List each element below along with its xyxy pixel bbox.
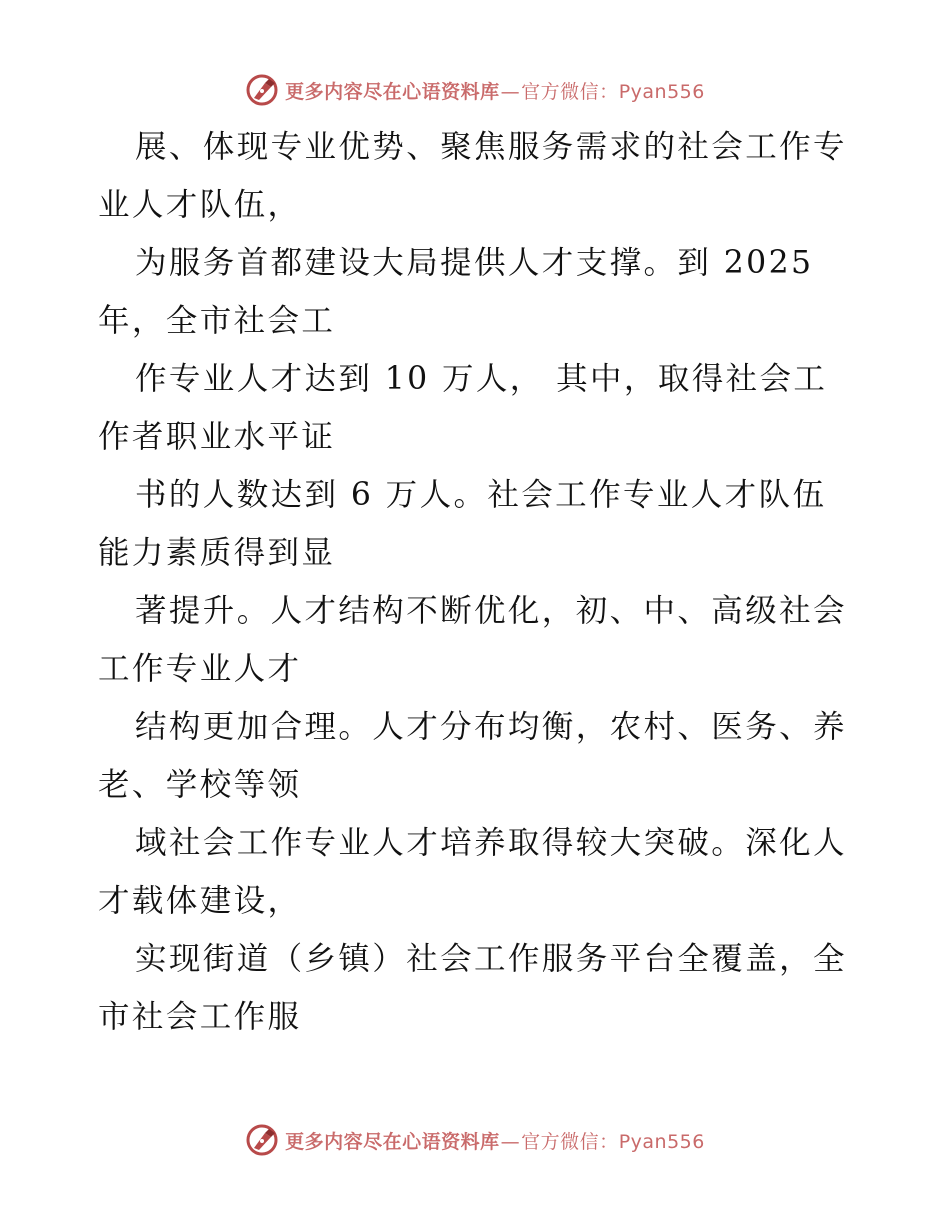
footer-watermark xyxy=(0,1122,950,1158)
watermark-separator: — xyxy=(500,1130,521,1153)
watermark-suffix: 官方微信： xyxy=(521,80,619,103)
text-line: 作者职业水平证 xyxy=(98,419,336,455)
text-line: 结构更加合理。人才分布均衡，农村、医务、养 xyxy=(135,709,847,745)
watermark-main: 更多内容尽在心语资料库 xyxy=(285,1130,500,1153)
pen-nib-circle-icon xyxy=(245,73,279,107)
watermark-account: Pyan556 xyxy=(618,1130,705,1153)
text-line: 书的人数达到 6 万人。社会工作专业人才队伍 xyxy=(135,477,827,513)
text-line: 作专业人才达到 10 万人， 其中，取得社会工 xyxy=(135,361,828,397)
text-line: 实现街道（乡镇）社会工作服务平台全覆盖，全 xyxy=(135,941,847,977)
watermark-text xyxy=(285,1127,705,1154)
pen-nib-circle-icon xyxy=(245,1123,279,1157)
text-line: 市社会工作服 xyxy=(98,999,302,1035)
watermark-suffix: 官方微信： xyxy=(521,1130,619,1153)
text-line: 才载体建设， xyxy=(98,883,302,919)
text-line: 年，全市社会工 xyxy=(98,303,336,339)
watermark-account: Pyan556 xyxy=(618,80,705,103)
text-line: 展、体现专业优势、聚焦服务需求的社会工作专 xyxy=(135,129,847,165)
text-line: 工作专业人才 xyxy=(98,651,302,687)
text-line: 老、学校等领 xyxy=(98,767,302,803)
text-line: 业人才队伍， xyxy=(98,187,302,223)
header-watermark xyxy=(0,72,950,108)
watermark-text xyxy=(285,77,705,104)
text-line: 能力素质得到显 xyxy=(98,535,336,571)
document-body xyxy=(98,118,858,1046)
watermark-main: 更多内容尽在心语资料库 xyxy=(285,80,500,103)
text-line: 域社会工作专业人才培养取得较大突破。深化人 xyxy=(135,825,847,861)
text-line: 为服务首都建设大局提供人才支撑。到 2025 xyxy=(135,245,814,281)
text-line: 著提升。人才结构不断优化，初、中、高级社会 xyxy=(135,593,847,629)
watermark-separator: — xyxy=(500,80,521,103)
